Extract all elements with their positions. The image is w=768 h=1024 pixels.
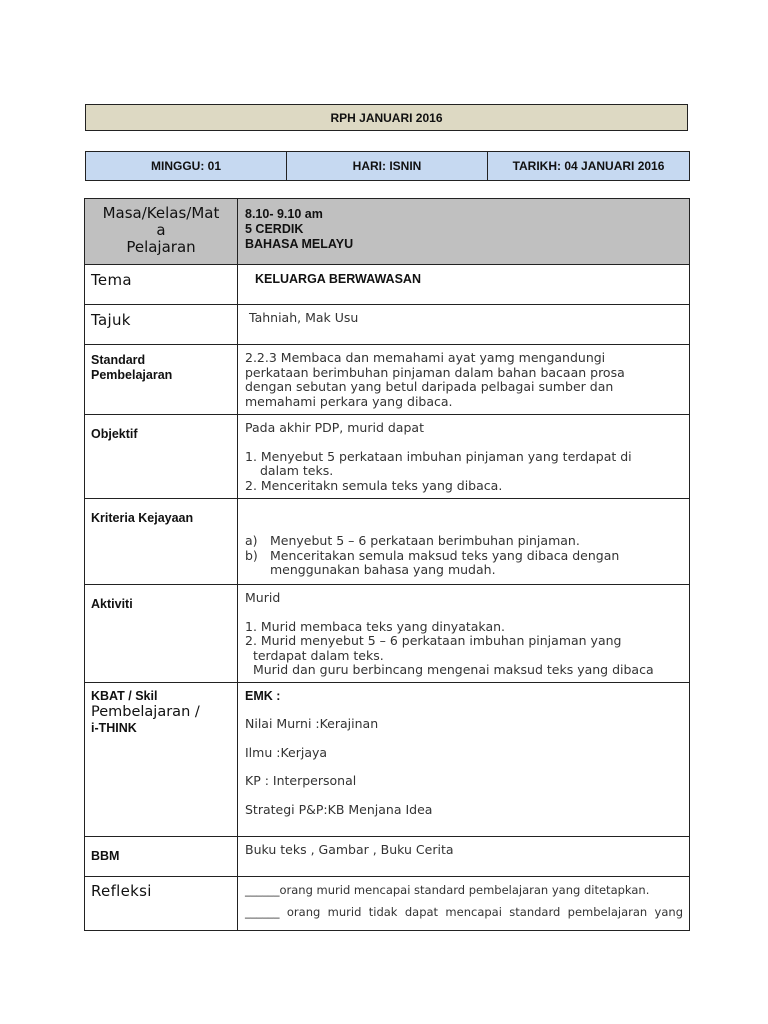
aktiviti-line: terdapat dalam teks. <box>245 647 384 663</box>
lesson-plan-table <box>84 198 690 931</box>
lesson-time: 8.10- 9.10 am <box>245 207 323 221</box>
date-cell <box>488 152 689 180</box>
row-tajuk <box>85 305 690 345</box>
objektif-item-cont: dalam teks. <box>260 463 334 478</box>
aktiviti-value <box>238 585 690 683</box>
lesson-class: 5 CERDIK <box>245 222 304 236</box>
kriteria-label-text: Kriteria Kejayaan <box>91 511 194 525</box>
tema-text: KELUARGA BERWAWASAN <box>255 272 421 286</box>
aktiviti-intro: Murid <box>245 590 281 605</box>
row-aktiviti <box>85 585 690 683</box>
standard-line: perkataan berimbuhan pinjaman dalam bahan bacaan prosa <box>245 364 625 380</box>
masa-label-line: Masa/Kelas/Mat <box>102 204 220 222</box>
refleksi-label-text: Refleksi <box>91 882 152 900</box>
kriteria-item <box>245 549 683 564</box>
objektif-label-text: Objektif <box>91 427 138 441</box>
strategi: Strategi P&P:KB Menjana Idea <box>245 801 433 817</box>
bbm-text: Buku teks , Gambar , Buku Cerita <box>245 842 454 857</box>
standard-value <box>238 345 690 415</box>
row-masa <box>85 199 690 265</box>
kriteria-item <box>245 534 683 549</box>
tema-label-text: Tema <box>91 271 132 289</box>
day-cell <box>287 152 488 180</box>
kriteria-label <box>85 499 238 585</box>
ilmu: Ilmu :Kerjaya <box>245 744 328 760</box>
day-label: HARI: ISNIN <box>352 159 422 173</box>
standard-label-line: Pembelajaran <box>91 368 173 382</box>
objektif-value <box>238 415 690 499</box>
refleksi-line: ______orang murid mencapai standard pembelajaran yang ditetapkan. <box>245 883 650 897</box>
masa-label-line: a <box>156 221 166 239</box>
kriteria-text-cont: menggunakan bahasa yang mudah. <box>270 562 496 577</box>
objektif-intro: Pada akhir PDP, murid dapat <box>245 420 424 435</box>
bbm-label <box>85 837 238 877</box>
row-kriteria <box>85 499 690 585</box>
week-label: MINGGU: 01 <box>150 159 221 173</box>
aktiviti-line: 1. Murid membaca teks yang dinyatakan. <box>245 618 505 634</box>
row-bbm <box>85 837 690 877</box>
refleksi-line: ______ orang murid tidak dapat mencapai standard pembelajaran yang <box>245 904 683 919</box>
nilai-murni: Nilai Murni :Kerajinan <box>245 716 379 731</box>
refleksi-value <box>238 877 690 931</box>
emk-label: EMK : <box>245 689 281 703</box>
week-cell <box>86 152 287 180</box>
kbat-label-line: Pembelajaran / <box>91 704 200 720</box>
masa-label-line: Pelajaran <box>126 238 196 256</box>
bbm-label-text: BBM <box>91 849 120 863</box>
masa-label <box>85 199 238 265</box>
kbat-label <box>85 683 238 837</box>
kriteria-value <box>238 499 690 585</box>
standard-line: dengan sebutan yang betul daripada pelbagai sumber dan <box>245 379 614 394</box>
kriteria-text: Menceritakan semula maksud teks yang dibaca dengan <box>270 547 620 563</box>
objektif-item: 1. Menyebut 5 perkataan imbuhan pinjaman yang terdapat di <box>245 448 632 464</box>
kriteria-text: Menyebut 5 – 6 perkataan berimbuhan pinjaman. <box>270 533 580 548</box>
page-title-banner <box>85 104 688 131</box>
kbat-value <box>238 683 690 837</box>
kbat-label-line: KBAT / Skil <box>91 689 158 703</box>
date-label: TARIKH: 04 JANUARI 2016 <box>512 159 665 173</box>
kbat-label-line: i-THINK <box>91 721 137 735</box>
aktiviti-line: 2. Murid menyebut 5 – 6 perkataan imbuhan pinjaman yang <box>245 633 622 648</box>
page-title: RPH JANUARI 2016 <box>330 110 443 125</box>
aktiviti-label <box>85 585 238 683</box>
row-tema <box>85 265 690 305</box>
tajuk-value <box>238 305 690 345</box>
bbm-value <box>238 837 690 877</box>
row-objektif <box>85 415 690 499</box>
refleksi-label <box>85 877 238 931</box>
kriteria-marker: a) <box>245 533 258 548</box>
standard-line: memahami perkara yang dibaca. <box>245 393 453 409</box>
row-kbat <box>85 683 690 837</box>
kriteria-marker: b) <box>245 547 258 563</box>
row-standard <box>85 345 690 415</box>
masa-value <box>238 199 690 265</box>
row-refleksi <box>85 877 690 931</box>
tajuk-text: Tahniah, Mak Usu <box>249 310 359 325</box>
lesson-subject: BAHASA MELAYU <box>245 237 354 251</box>
kp: KP : Interpersonal <box>245 773 357 788</box>
tema-value <box>238 265 690 305</box>
tajuk-label-text: Tajuk <box>91 311 131 329</box>
standard-label <box>85 345 238 415</box>
objektif-label <box>85 415 238 499</box>
aktiviti-line: Murid dan guru berbincang mengenai maksud teks yang dibaca <box>245 662 654 677</box>
objektif-item: 2. Menceritakn semula teks yang dibaca. <box>245 477 503 493</box>
info-bar <box>85 151 690 181</box>
standard-label-line: Standard <box>91 353 146 367</box>
standard-line: 2.2.3 Membaca dan memahami ayat yamg mengandungi <box>245 350 606 365</box>
tema-label <box>85 265 238 305</box>
aktiviti-label-text: Aktiviti <box>91 597 133 611</box>
tajuk-label <box>85 305 238 345</box>
